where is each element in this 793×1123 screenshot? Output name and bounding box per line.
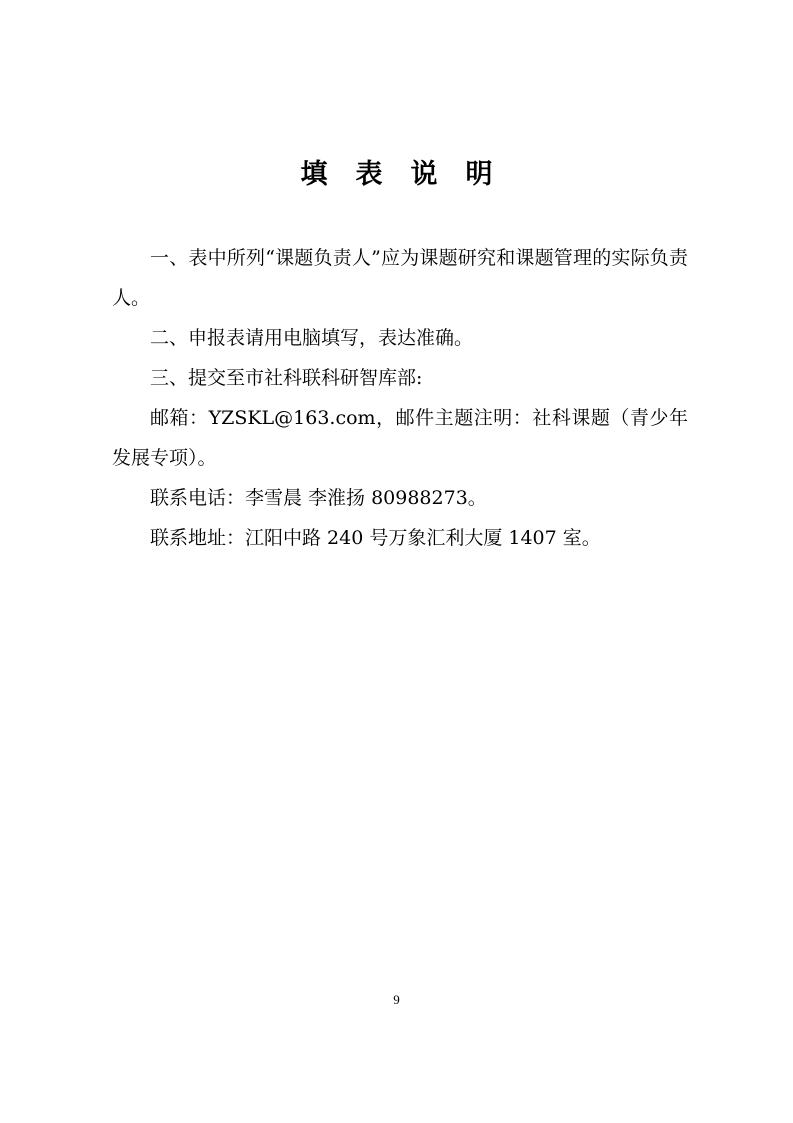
page-number: 9 [393, 992, 400, 1007]
instruction-item-2: 二、申报表请用电脑填写，表达准确。 [150, 327, 474, 349]
contact-address: 联系地址：江阳中路 240 号万象汇利大厦 1407 室。 [150, 527, 601, 549]
instruction-item-1: 一、表中所列“课题负责人”应为课题研究和课题管理的实际负责人。 [112, 247, 688, 309]
instruction-item-3: 三、提交至市社科联科研智库部: [150, 367, 423, 389]
instructions-body [112, 238, 688, 558]
page-title: 填表说明 [300, 159, 521, 190]
contact-email: 邮箱：YZSKL@163.com，邮件主题注明：社科课题（青少年发展专项）。 [112, 407, 688, 469]
contact-phone: 联系电话：李雪晨 李淮扬 80988273。 [150, 487, 487, 509]
